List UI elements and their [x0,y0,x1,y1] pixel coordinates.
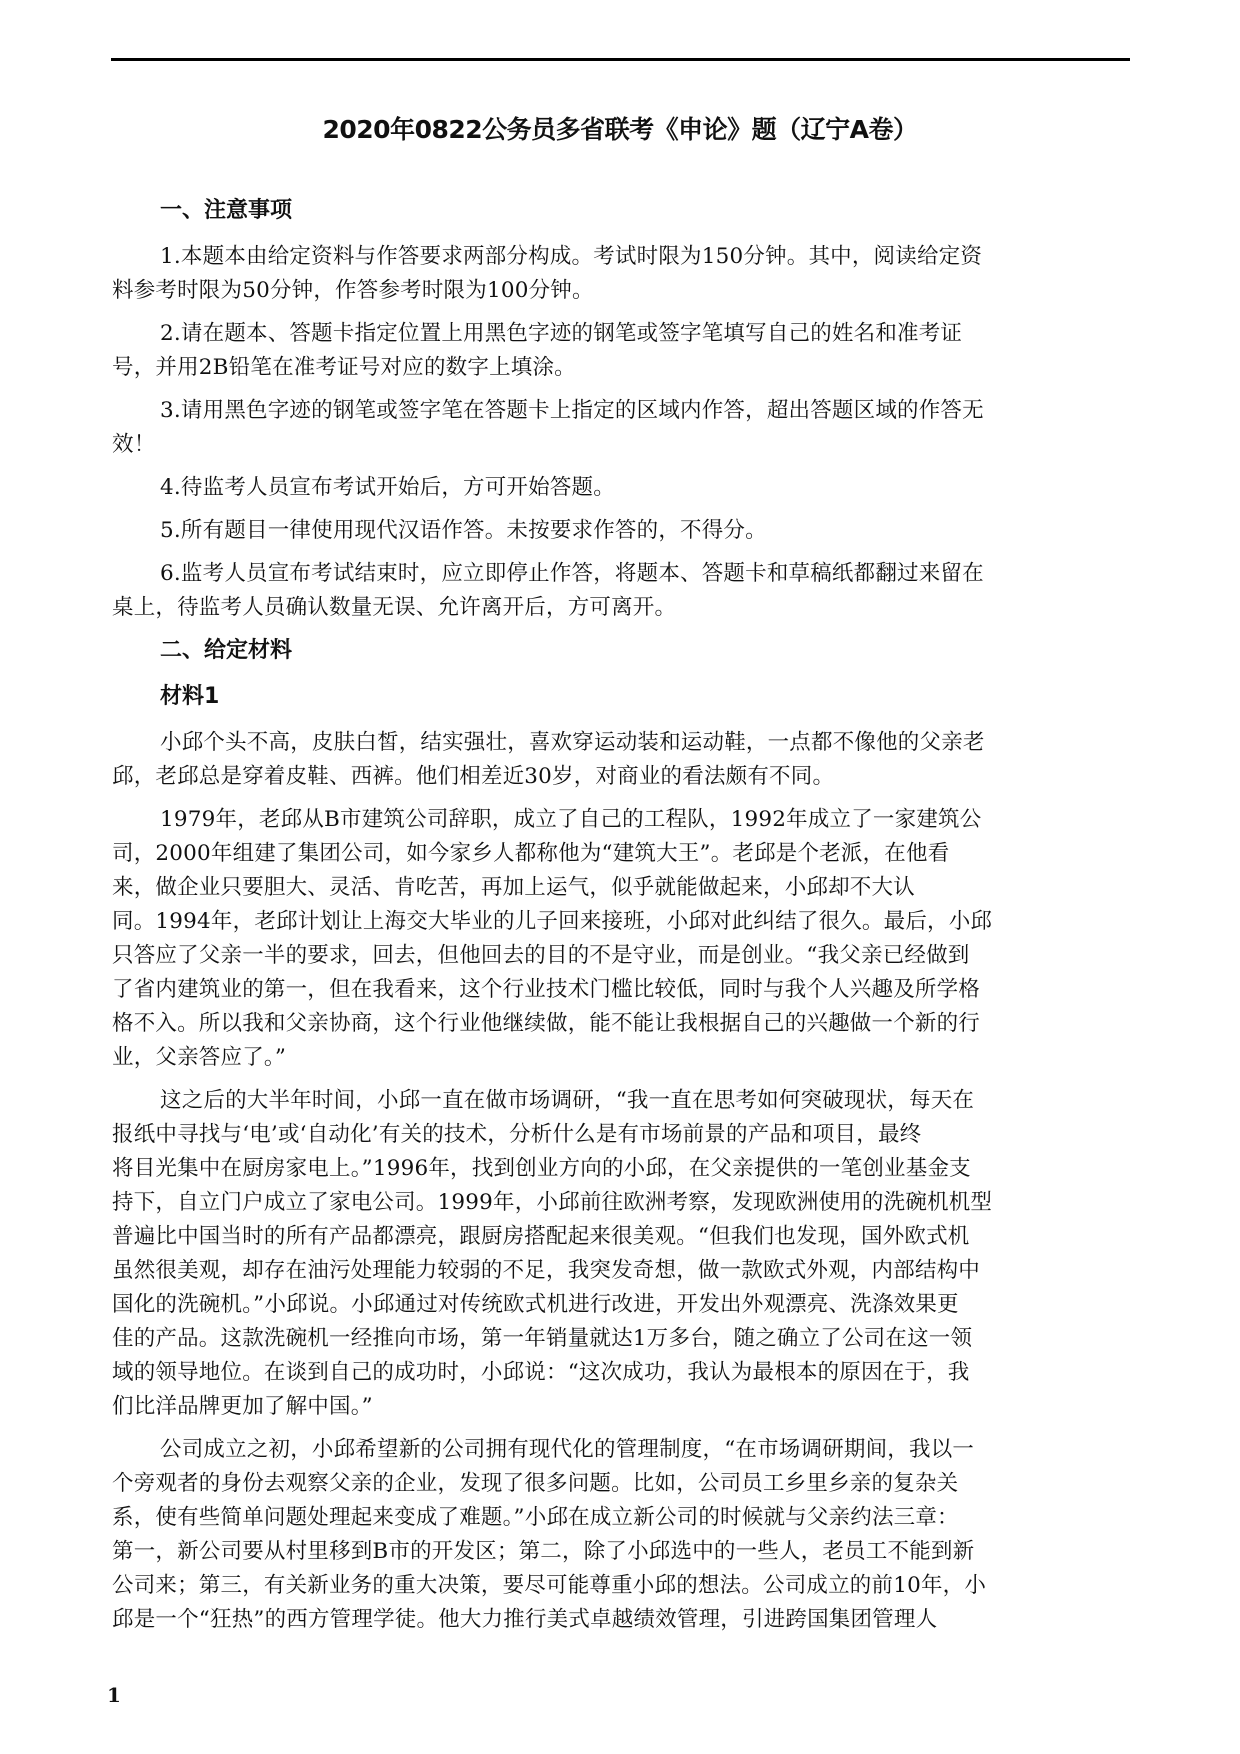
notice-item-4 [112,471,1132,505]
notice-item-5 [112,514,1132,548]
notice-item-6 [112,557,1132,625]
text-line: 效！ [112,432,156,457]
text-line: 邱是一个“狂热”的西方管理学徒。他大力推行美式卓越绩效管理，引进跨国集团管理人 [112,1607,938,1632]
section-heading-notice: 一、注意事项 [160,198,293,223]
text-line: 业，父亲答应了。” [112,1045,287,1070]
text-line: 第一，新公司要从村里移到B市的开发区；第二，除了小邱选中的一些人，老员工不能到新 [112,1539,975,1564]
text-line: 持下，自立门户成立了家电公司。1999年，小邱前往欧洲考察，发现欧洲使用的洗碗机机型 [112,1190,993,1215]
material-paragraph-2 [112,803,1132,1075]
text-line: 虽然很美观，却存在油污处理能力较弱的不足，我突发奇想，做一款欧式外观，内部结构中 [112,1258,981,1283]
text-line: 小邱个头不高，皮肤白皙，结实强壮，喜欢穿运动装和运动鞋，一点都不像他的父亲老 [160,730,985,755]
text-line: 普遍比中国当时的所有产品都漂亮，跟厨房搭配起来很美观。“但我们也发现，国外欧式机 [112,1224,970,1249]
text-line: 1979年，老邱从B市建筑公司辞职，成立了自己的工程队，1992年成立了一家建筑公 [160,807,982,832]
text-line: 佳的产品。这款洗碗机一经推向市场，第一年销量就达1万多台，随之确立了公司在这一领 [112,1326,973,1351]
text-line: 邱，老邱总是穿着皮鞋、西裤。他们相差近30岁，对商业的看法颇有不同。 [112,764,835,789]
text-line: 这之后的大半年时间，小邱一直在做市场调研，“我一直在思考如何突破现状，每天在 [160,1088,975,1113]
text-line: 2.请在题本、答题卡指定位置上用黑色字迹的钢笔或签字笔填写自己的姓名和准考证 [160,321,963,346]
material-paragraph-1 [112,726,1132,794]
text-line: 3.请用黑色字迹的钢笔或签字笔在答题卡上指定的区域内作答，超出答题区域的作答无 [160,398,984,423]
text-line: 号，并用2B铅笔在准考证号对应的数字上填涂。 [112,355,576,380]
text-line: 域的领导地位。在谈到自己的成功时，小邱说：“这次成功，我认为最根本的原因在于，我 [112,1360,970,1385]
text-line: 6.监考人员宣布考试结束时，应立即停止作答，将题本、答题卡和草稿纸都翻过来留在 [160,561,984,586]
notice-item-1 [112,240,1132,308]
text-line: 个旁观者的身份去观察父亲的企业，发现了很多问题。比如，公司员工乡里乡亲的复杂关 [112,1471,959,1496]
text-line: 报纸中寻找与‘电’或‘自动化’有关的技术，分析什么是有市场前景的产品和项目，最终 [112,1122,922,1147]
text-line: 公司来；第三，有关新业务的重大决策，要尽可能尊重小邱的想法。公司成立的前10年，小 [112,1573,987,1598]
text-line: 公司成立之初，小邱希望新的公司拥有现代化的管理制度，“在市场调研期间，我以一 [160,1437,975,1462]
text-line: 1.本题本由给定资料与作答要求两部分构成。考试时限为150分钟。其中，阅读给定资 [160,244,983,269]
notice-item-2 [112,317,1132,385]
text-line: 了省内建筑业的第一，但在我看来，这个行业技术门槛比较低，同时与我个人兴趣及所学格 [112,977,981,1002]
header-rule [111,58,1130,61]
text-line: 只答应了父亲一半的要求，回去，但他回去的目的不是守业，而是创业。“我父亲已经做到 [112,943,970,968]
text-line: 料参考时限为50分钟，作答参考时限为100分钟。 [112,278,594,303]
text-line: 桌上，待监考人员确认数量无误、允许离开后，方可离开。 [112,595,677,620]
text-line: 将目光集中在厨房家电上。”1996年，找到创业方向的小邱，在父亲提供的一笔创业基金支 [112,1156,971,1181]
material-paragraph-3 [112,1084,1132,1424]
text-line: 来，做企业只要胆大、灵活、肯吃苦，再加上运气，似乎就能做起来，小邱却不大认 [112,875,915,900]
document-title: 2020年0822公务员多省联考《申论》题（辽宁A卷） [322,115,918,144]
text-line: 格不入。所以我和父亲协商，这个行业他继续做，能不能让我根据自己的兴趣做一个新的行 [112,1011,981,1036]
text-line: 5.所有题目一律使用现代汉语作答。未按要求作答的，不得分。 [160,518,767,543]
document-body [112,194,1132,1646]
text-line: 司，2000年组建了集团公司，如今家乡人都称他为“建筑大王”。老邱是个老派，在他看 [112,841,950,866]
text-line: 国化的洗碗机。”小邱说。小邱通过对传统欧式机进行改进，开发出外观漂亮、洗涤效果更 [112,1292,959,1317]
notice-item-3 [112,394,1132,462]
material-title: 材料1 [160,684,220,709]
material-paragraph-4 [112,1433,1132,1637]
section-heading-materials: 二、给定材料 [160,638,293,663]
text-line: 4.待监考人员宣布考试开始后，方可开始答题。 [160,475,615,500]
page-number: 1 [107,1683,121,1707]
text-line: 系，使有些简单问题处理起来变成了难题。”小邱在成立新公司的时候就与父亲约法三章： [112,1505,959,1530]
text-line: 们比洋品牌更加了解中国。” [112,1394,373,1419]
text-line: 同。1994年，老邱计划让上海交大毕业的儿子回来接班，小邱对此纠结了很久。最后，小邱 [112,909,993,934]
